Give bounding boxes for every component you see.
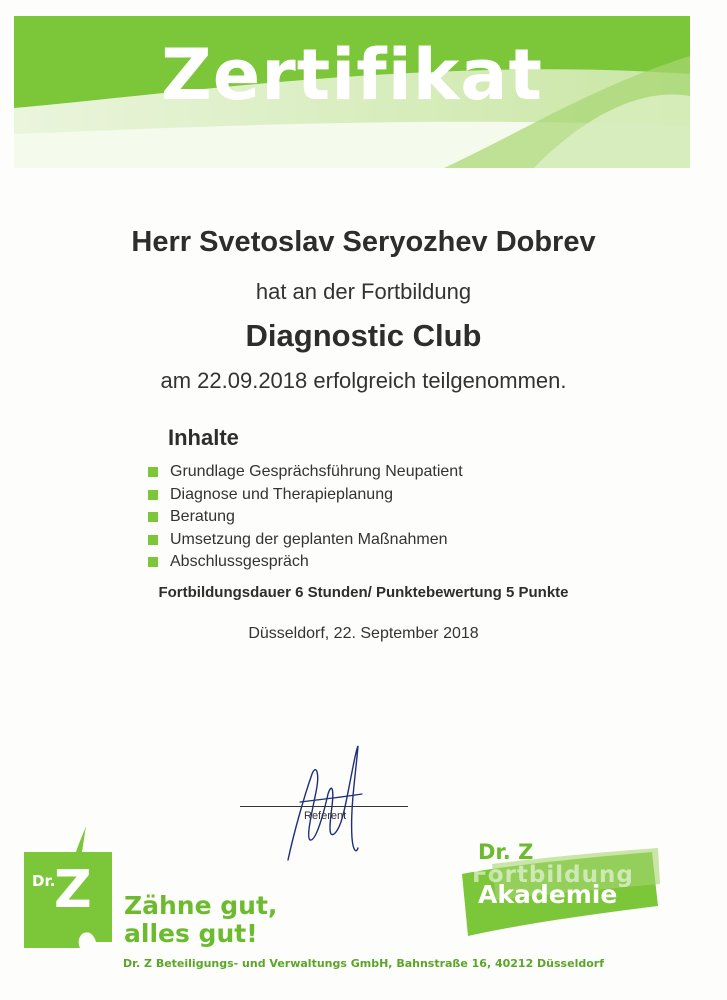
list-item-label: Umsetzung der geplanten Maßnahmen (170, 530, 448, 548)
square-bullet-icon (148, 535, 158, 545)
akademie-line-2: Fortbildung (472, 862, 634, 888)
logo-brand-small: Dr. (32, 872, 56, 890)
place-date: Düsseldorf, 22. September 2018 (248, 625, 479, 642)
signature-line (240, 806, 408, 807)
list-item-label: Abschlussgespräch (170, 553, 309, 570)
contents-heading: Inhalte (168, 425, 239, 450)
list-item-label: Diagnose und Therapieplanung (170, 485, 393, 503)
contents-list (148, 462, 463, 575)
square-bullet-icon (148, 512, 158, 522)
logo-brand-big: Z (54, 860, 92, 920)
akademie-line-3: Akademie (478, 880, 618, 909)
handwritten-signature (276, 742, 386, 862)
list-item (148, 507, 463, 530)
list-item (148, 530, 463, 553)
list-item (148, 462, 463, 485)
certificate-title: Zertifikat (161, 34, 543, 116)
square-bullet-icon (148, 490, 158, 500)
slogan-line-2: alles gut! (124, 919, 258, 948)
akademie-line-1: Dr. Z (478, 840, 534, 864)
square-bullet-icon (148, 467, 158, 477)
course-title: Diagnostic Club (245, 318, 482, 353)
outcome-text: am 22.09.2018 erfolgreich teilgenommen. (160, 368, 567, 393)
slogan-line-1: Zähne gut, (124, 891, 278, 920)
list-item-label: Beratung (170, 508, 235, 525)
list-item (148, 485, 463, 508)
square-bullet-icon (148, 557, 158, 567)
signature-label: Referent (304, 810, 347, 822)
list-item-label: Grundlage Gesprächsführung Neupatient (170, 463, 463, 480)
duration-text: Fortbildungsdauer 6 Stunden/ Punktebewertung 5 Punkte (158, 584, 569, 601)
header-banner (14, 16, 690, 168)
intro-text: hat an der Fortbildung (255, 279, 472, 304)
footer-address: Dr. Z Beteiligungs- und Verwaltungs GmbH, Bahnstraße 16, 40212 Düsseldorf (123, 957, 604, 970)
slogan (124, 892, 277, 948)
list-item (148, 552, 463, 575)
recipient-name: Herr Svetoslav Seryozhev Dobrev (131, 226, 596, 258)
